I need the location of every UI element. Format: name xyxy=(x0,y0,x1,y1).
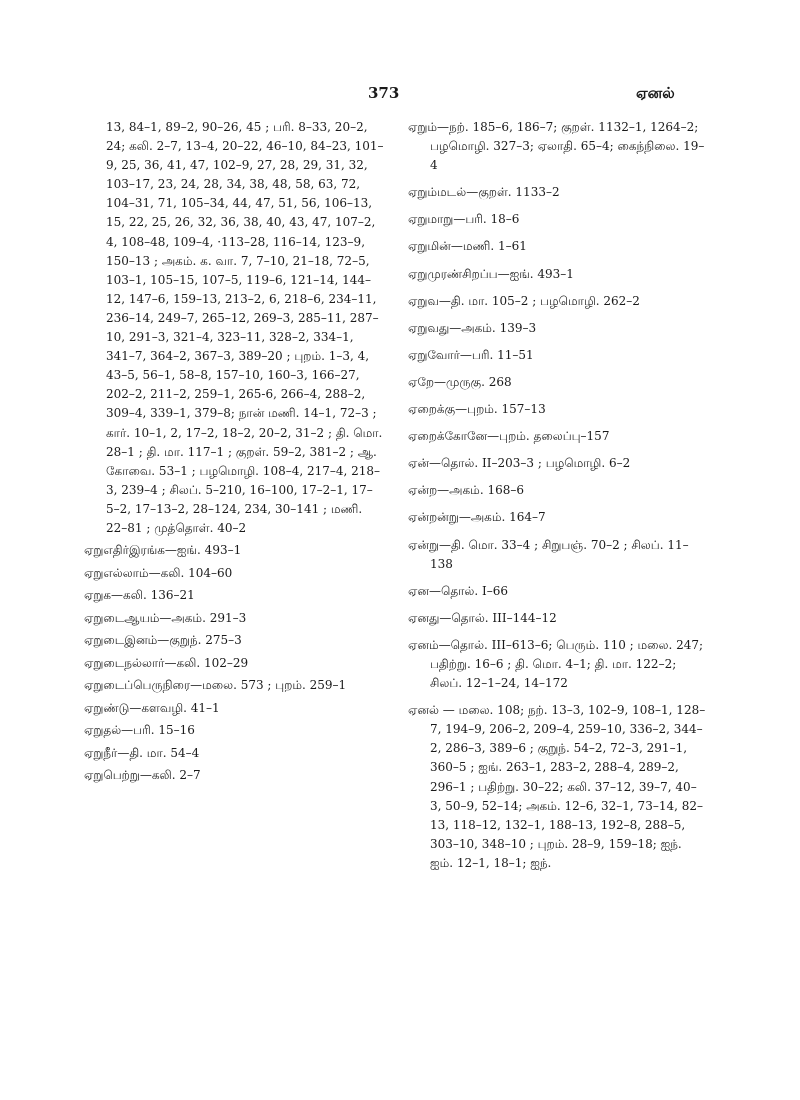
entry-dash: — xyxy=(111,588,124,603)
entry-references: ஐங். 493–1 xyxy=(176,543,242,558)
index-entry xyxy=(408,292,708,311)
entry-references: தி. மா. 105–2 ; பழமொழி. 262–2 xyxy=(450,293,640,308)
entry-references: அகம். 168–6 xyxy=(449,483,524,498)
entry-dash: — xyxy=(121,723,134,738)
entry-dash: — xyxy=(458,510,471,525)
index-entry xyxy=(408,373,708,392)
right-entry-list xyxy=(408,118,708,873)
entry-headword: ஏனம் xyxy=(408,637,439,652)
entry-references: கலி. 2–7 xyxy=(151,768,201,783)
right-column xyxy=(408,118,708,881)
left-column xyxy=(84,118,384,789)
entry-references: அகம். 164–7 xyxy=(470,510,546,525)
index-entry xyxy=(84,744,384,763)
index-entry xyxy=(408,237,708,256)
index-entry xyxy=(84,699,384,718)
continued-entry-references: 13, 84–1, 89–2, 90–26, 45 ; பரி. 8–33, 20–2, 24; கலி. 2–7, 13–4, 20–22, 46–10, 84–23, 101–9, 25, 36, 41, 47, 102–9, 27, 28, 29, 31, 32, 103–17, 23, 24, 28, 34, 38, 48, 58, 63, 72, 104–31, 71, 105–34, 44, 47, 51, 56, 106–13, 15, 22, 25, 26, 32, 36, 38, 40, 43, 47, 107–2, 4, 108–48, 109–4, ·113–28, 116–14, 123–9, 150–13 ; அகம். க. வா. 7, 7–10, 21–18, 72–5, 103–1, 105–15, 107–5, 119–6, 121–14, 144–12, 147–6, 159–13, 213–2, 6, 218–6, 234–11, 236–14, 249–7, 265–12, 269–3, 285–11, 287–10, 291–3, 321–4, 323–11, 328–2, 334–1, 341–7, 364–2, 367–3, 389–20 ; புறம். 1–3, 4, 43–5, 56–1, 58–8, 157–10, 160–3, 166–27, 202–2, 211–2, 259–1, 265-6, 266–4, 288–2, 309–4, 339–1, 379–8; நான் மணி. 14–1, 72–3 ; கார். 10–1, 2, 17–2, 18–2, 20–2, 31–2 ; தி. மொ. 28–1 ; தி. மா. 117–1 ; குறள். 59–2, 381–2 ; ஆ. கோவை. 53–1 ; பழமொழி. 108–4, 217–4, 218–3, 239–4 ; சிலப். 5–210, 16–100, 17–2–1, 17–5–2, 17–13–2, 28–124, 234, 30–141 ; மணி. 22–81 ; முத்தொள். 40–2 xyxy=(106,120,384,535)
entry-references: முருகு. 268 xyxy=(446,374,512,389)
index-entry xyxy=(408,582,708,601)
entry-references: மலை. 108; நற். 13–3, 102–9, 108–1, 128–7, 194–9, 206–2, 209–4, 259–10, 336–2, 344–2, 286–3, 389–6 ; குறுந். 54–2, 72–3, 291–1, 360–5 ; ஐங். 263–1, 283–2, 288–4, 289–2, 296–1 ; பதிற்று. 30–22; கலி. 37–12, 39–7, 40–3, 50–9, 52–14; அகம். 12–6, 32–1, 73–14, 82–13, 118–12, 132–1, 188–13, 192–8, 288–5, 303–10, 348–10 ; புறம். 28–9, 159–18; ஐந். ஐம். 12–1, 18–1; ஐந். xyxy=(430,703,706,870)
index-entry xyxy=(84,676,384,695)
entry-dash: — xyxy=(437,483,450,498)
index-entry xyxy=(84,721,384,740)
entry-dash: — xyxy=(487,429,500,444)
entry-dash: — xyxy=(117,745,130,760)
entry-dash: — xyxy=(139,768,152,783)
entry-headword: ஏறுவது xyxy=(408,320,450,335)
entry-headword: ஏறைக்கு xyxy=(408,402,456,417)
entry-dash: — xyxy=(497,266,510,281)
entry-dash: — xyxy=(428,456,441,471)
entry-dash: — xyxy=(129,700,142,715)
entry-dash: — xyxy=(438,293,451,308)
index-entry xyxy=(408,481,708,500)
entry-headword: ஏன்றன்று xyxy=(408,510,459,525)
entry-headword: ஏறுநீர் xyxy=(84,745,118,760)
entry-references: குறுந். 275–3 xyxy=(169,633,242,648)
index-entry xyxy=(84,766,384,785)
entry-headword: ஏனது xyxy=(408,610,440,625)
entry-dash: — xyxy=(164,543,177,558)
entry-references: மணி. 1–61 xyxy=(462,239,527,254)
entry-headword: ஏறுவோர் xyxy=(408,347,460,362)
entry-headword: ஏறுமின் xyxy=(408,239,451,254)
entry-references: மலை. 573 ; புறம். 259–1 xyxy=(202,678,347,693)
index-entry xyxy=(84,541,384,560)
index-entry xyxy=(408,400,708,419)
entry-dash: — xyxy=(164,655,177,670)
entry-references: தொல். III–613–6; பெரும். 110 ; மலை. 247; பதிற்று. 16–6 ; தி. மொ. 4–1; தி. மா. 122–2; சிலப். 12–1–24, 14–172 xyxy=(430,637,704,691)
index-entry xyxy=(408,609,708,628)
entry-references: பரி. 18–6 xyxy=(465,212,520,227)
index-entry xyxy=(408,427,708,446)
entry-headword: ஏறைக்கோனே xyxy=(408,429,488,444)
entry-references: களவழி. 41–1 xyxy=(141,700,220,715)
entry-headword: ஏறுமாறு xyxy=(408,212,454,227)
index-entry xyxy=(408,118,708,175)
entry-dash: — xyxy=(449,320,462,335)
entry-references: கலி. 102–29 xyxy=(176,655,249,670)
index-entry xyxy=(408,319,708,338)
entry-headword: ஏறுதல் xyxy=(84,723,122,738)
entry-dash: — xyxy=(438,637,451,652)
index-entry xyxy=(408,454,708,473)
entry-headword: ஏறுக xyxy=(84,588,112,603)
entry-dash: — xyxy=(453,212,466,227)
entry-references: தி. மொ. 33–4 ; சிறுபஞ். 70–2 ; சிலப். 11–138 xyxy=(430,537,689,571)
entry-headword: ஏறே xyxy=(408,374,435,389)
entry-dash: — xyxy=(459,347,472,362)
entry-headword: ஏன்று xyxy=(408,537,440,552)
entry-dash: — xyxy=(434,374,447,389)
index-entry xyxy=(84,609,384,628)
entry-references: பரி. 11–51 xyxy=(471,347,534,362)
page-number: 373 xyxy=(368,84,400,102)
left-entry-list xyxy=(84,541,384,785)
entry-references: கலி. 104–60 xyxy=(160,565,233,580)
entry-references: அகம். 139–3 xyxy=(461,320,537,335)
running-head: ஏனல் xyxy=(636,84,675,102)
entry-headword: ஏறுவ xyxy=(408,293,439,308)
entry-headword: ஏறுடைஆயம் xyxy=(84,610,160,625)
index-entry xyxy=(408,210,708,229)
entry-references: ஐங். 493–1 xyxy=(509,266,574,281)
entry-dash: — xyxy=(157,633,170,648)
index-entry xyxy=(408,701,708,873)
entry-dash: — xyxy=(455,402,468,417)
entry-references: தொல். I–66 xyxy=(440,583,509,598)
entry-headword: ஏன்ற xyxy=(408,483,438,498)
entry-dash: — xyxy=(466,185,479,200)
entry-headword: ஏறுடைநல்லார் xyxy=(84,655,165,670)
index-entry xyxy=(408,536,708,574)
index-entry xyxy=(408,508,708,527)
index-entry xyxy=(408,265,708,284)
entry-headword: ஏனல் xyxy=(408,703,443,718)
entry-headword: ஏறுமுரண்சிறப்ப xyxy=(408,266,498,281)
index-entry xyxy=(408,636,708,693)
entry-dash: — xyxy=(159,610,172,625)
entry-dash: — xyxy=(190,678,203,693)
entry-dash: — xyxy=(450,239,463,254)
entry-references: நற். 185–6, 186–7; குறள். 1132–1, 1264–2; பழமொழி. 327–3; ஏலாதி. 65–4; கைந்நிலை. 19–4 xyxy=(430,120,705,173)
entry-references: பரி. 15–16 xyxy=(133,723,195,738)
entry-headword: ஏறுண்டு xyxy=(84,700,130,715)
entry-headword: ஏறுஎல்லாம் xyxy=(84,565,149,580)
entry-headword: ஏன xyxy=(408,583,429,598)
entry-dash: — xyxy=(442,703,455,718)
entry-references: தொல். II–203–3 ; பழமொழி. 6–2 xyxy=(440,456,631,471)
entry-dash: — xyxy=(428,583,441,598)
entry-references: அகம். 291–3 xyxy=(171,610,247,625)
index-entry xyxy=(84,564,384,583)
entry-headword: ஏறுபெற்று xyxy=(84,768,140,783)
entry-dash: — xyxy=(437,120,450,134)
index-entry xyxy=(84,631,384,650)
entry-references: புறம். தலைப்பு–157 xyxy=(499,429,610,444)
entry-headword: ஏறும் xyxy=(408,120,438,134)
index-entry xyxy=(408,346,708,365)
entry-headword: ஏறுடைஇனம் xyxy=(84,633,158,648)
entry-references: தொல். III–144–12 xyxy=(451,610,557,625)
entry-dash: — xyxy=(439,537,452,552)
index-entry xyxy=(408,183,708,202)
index-entry xyxy=(84,586,384,605)
entry-headword: ஏறும்மடல் xyxy=(408,185,467,200)
entry-headword: ஏன் xyxy=(408,456,429,471)
entry-references: குறள். 1133–2 xyxy=(478,185,560,200)
entry-dash: — xyxy=(439,610,452,625)
index-entry xyxy=(84,654,384,673)
entry-references: தி. மா. 54–4 xyxy=(129,745,200,760)
entry-references: கலி. 136–21 xyxy=(123,588,195,603)
entry-dash: — xyxy=(148,565,161,580)
entry-headword: ஏறுஎதிர்இரங்க xyxy=(84,543,165,558)
entry-references: புறம். 157–13 xyxy=(467,402,546,417)
entry-headword: ஏறுடைப்பெருநிரை xyxy=(84,678,191,693)
